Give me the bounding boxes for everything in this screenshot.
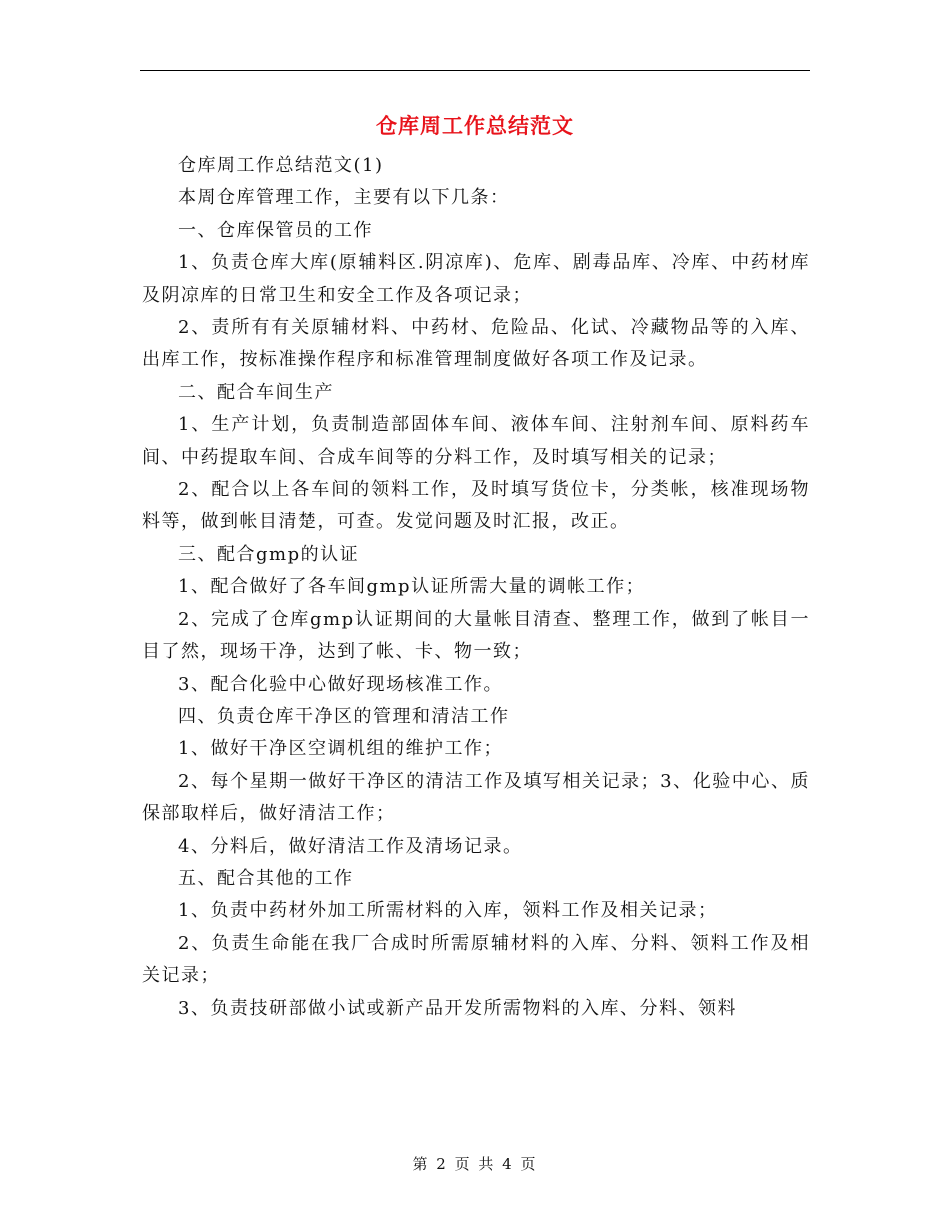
- paragraph: 四、负责仓库干净区的管理和清洁工作: [178, 705, 510, 727]
- page-number: 第 2 页 共 4 页: [412, 1155, 538, 1173]
- paragraph: 二、配合车间生产: [178, 381, 334, 403]
- paragraph: 1、做好干净区空调机组的维护工作；: [178, 738, 503, 760]
- paragraph: 三、配合gmp的认证: [178, 543, 360, 565]
- paragraph: 2、配合以上各车间的领料工作，及时填写货位卡，分类帐，核准现场物料等，做到帐目清楚，可查。发觉问题及时汇报，改正。: [142, 479, 810, 533]
- header-rule: [140, 70, 810, 71]
- paragraph: 五、配合其他的工作: [178, 867, 354, 889]
- paragraph: 本周仓库管理工作，主要有以下几条：: [178, 187, 510, 209]
- paragraph: 2、责所有有关原辅材料、中药材、危险品、化试、冷藏物品等的入库、出库工作，按标准操作程序和标准管理制度做好各项工作及记录。: [142, 317, 810, 371]
- paragraph: 3、负责技研部做小试或新产品开发所需物料的入库、分料、领料: [178, 997, 737, 1019]
- paragraph: 1、配合做好了各车间gmp认证所需大量的调帐工作；: [178, 576, 646, 598]
- paragraph: 一、仓库保管员的工作: [178, 219, 373, 241]
- paragraph: 1、生产计划，负责制造部固体车间、液体车间、注射剂车间、原料药车间、中药提取车间、合成车间等的分料工作，及时填写相关的记录；: [142, 414, 810, 468]
- paragraph: 4、分料后，做好清洁工作及清场记录。: [178, 835, 523, 857]
- paragraph: 仓库周工作总结范文(1): [178, 155, 384, 176]
- document-body: [142, 150, 810, 1025]
- paragraph: 1、负责仓库大库(原辅料区.阴凉库)、危库、剧毒品库、冷库、中药材库及阴凉库的日常卫生和安全工作及各项记录；: [142, 252, 810, 306]
- paragraph: 3、配合化验中心做好现场核准工作。: [178, 673, 503, 695]
- paragraph: 2、负责生命能在我厂合成时所需原辅材料的入库、分料、领料工作及相关记录；: [142, 932, 810, 987]
- page-title: 仓库周工作总结范文: [376, 113, 574, 138]
- paragraph: 2、每个星期一做好干净区的清洁工作及填写相关记录；3、化验中心、质保部取样后，做好清洁工作；: [142, 770, 810, 825]
- paragraph: 2、完成了仓库gmp认证期间的大量帐目清查、整理工作，做到了帐目一目了然，现场干净，达到了帐、卡、物一致；: [142, 608, 810, 663]
- paragraph: 1、负责中药材外加工所需材料的入库，领料工作及相关记录；: [178, 900, 718, 922]
